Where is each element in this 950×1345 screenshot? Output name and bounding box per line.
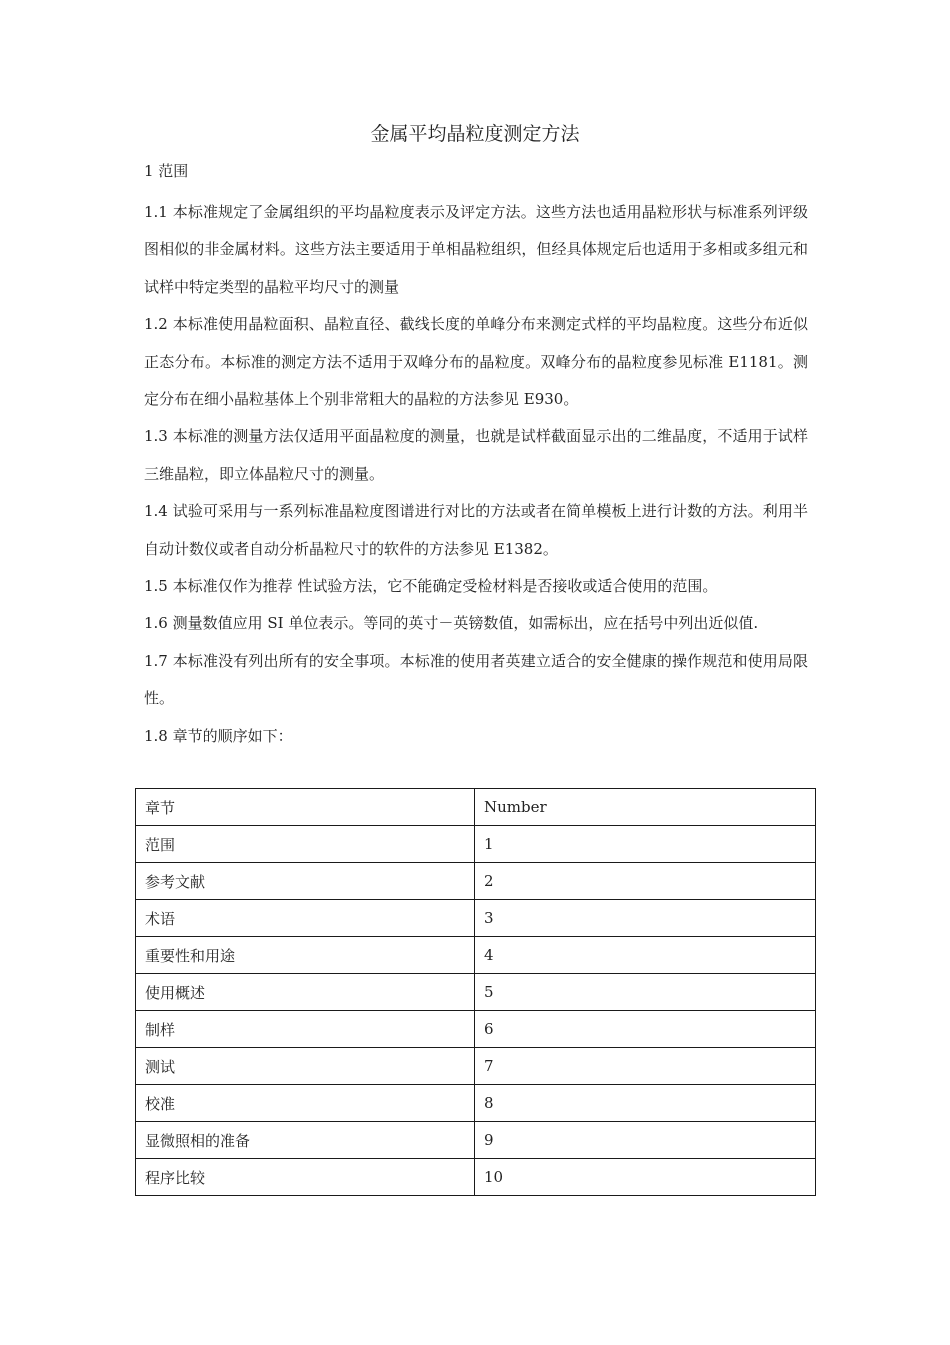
number-cell: 2 — [475, 863, 816, 900]
document-body — [144, 194, 808, 755]
chapter-order-table — [135, 788, 816, 1196]
document-title: 金属平均晶粒度测定方法 — [370, 123, 580, 145]
table-row — [136, 937, 816, 974]
chapter-cell: 制样 — [136, 1011, 475, 1048]
number-cell: 5 — [475, 974, 816, 1011]
table-header-row — [136, 789, 816, 826]
paragraph-1-3: 1.3 本标准的测量方法仅适用平面晶粒度的测量，也就是试样截面显示出的二维晶度，不适用于试样三维晶粒，即立体晶粒尺寸的测量。 — [144, 427, 808, 483]
number-cell: 7 — [475, 1048, 816, 1085]
chapter-cell: 程序比较 — [136, 1159, 475, 1196]
paragraph-1-5: 1.5 本标准仅作为推荐 性试验方法，它不能确定受检材料是否接收或适合使用的范围。 — [144, 577, 718, 596]
chapter-cell: 校准 — [136, 1085, 475, 1122]
header-cell-number: Number — [475, 789, 816, 826]
number-cell: 9 — [475, 1122, 816, 1159]
table-row — [136, 900, 816, 937]
chapter-cell: 范围 — [136, 826, 475, 863]
section-heading-scope: 1 范围 — [144, 162, 189, 180]
table-row — [136, 826, 816, 863]
header-cell-chapter: 章节 — [136, 789, 475, 826]
table-row — [136, 863, 816, 900]
number-cell: 4 — [475, 937, 816, 974]
paragraph-1-7: 1.7 本标准没有列出所有的安全事项。本标准的使用者英建立适合的安全健康的操作规范和使用局限性。 — [144, 651, 808, 708]
paragraph-1-1: 1.1 本标准规定了金属组织的平均晶粒度表示及评定方法。这些方法也适用晶粒形状与标准系列评级图相似的非金属材料。这些方法主要适用于单相晶粒组织，但经具体规定后也适用于多相或多组元和试样中特定类型的晶粒平均尺寸的测量 — [144, 203, 808, 296]
chapter-cell: 显微照相的准备 — [136, 1122, 475, 1159]
table-row — [136, 1085, 816, 1122]
number-cell: 1 — [475, 826, 816, 863]
chapter-cell: 重要性和用途 — [136, 937, 475, 974]
paragraph-1-4: 1.4 试验可采用与一系列标准晶粒度图谱进行对比的方法或者在简单模板上进行计数的方法。利用半自动计数仪或者自动分析晶粒尺寸的软件的方法参见 E1382。 — [144, 502, 808, 558]
chapter-order-table-wrapper — [135, 788, 815, 1196]
chapter-cell: 术语 — [136, 900, 475, 937]
number-cell: 10 — [475, 1159, 816, 1196]
chapter-cell: 参考文献 — [136, 863, 475, 900]
number-cell: 8 — [475, 1085, 816, 1122]
number-cell: 3 — [475, 900, 816, 937]
paragraph-1-8: 1.8 章节的顺序如下： — [144, 726, 293, 745]
table-row — [136, 1122, 816, 1159]
chapter-cell: 测试 — [136, 1048, 475, 1085]
chapter-cell: 使用概述 — [136, 974, 475, 1011]
table-row — [136, 1159, 816, 1196]
paragraph-1-6: 1.6 测量数值应用 SI 单位表示。等同的英寸－英镑数值，如需标出，应在括号中列出近似值. — [144, 614, 759, 633]
number-cell: 6 — [475, 1011, 816, 1048]
table-row — [136, 974, 816, 1011]
table-row — [136, 1048, 816, 1085]
table-row — [136, 1011, 816, 1048]
paragraph-1-2: 1.2 本标准使用晶粒面积、晶粒直径、截线长度的单峰分布来测定式样的平均晶粒度。这些分布近似正态分布。本标准的测定方法不适用于双峰分布的晶粒度。双峰分布的晶粒度参见标准 E1181。测定分布在细小晶粒基体上个别非常粗大的晶粒的方法参见 E930。 — [144, 315, 808, 409]
